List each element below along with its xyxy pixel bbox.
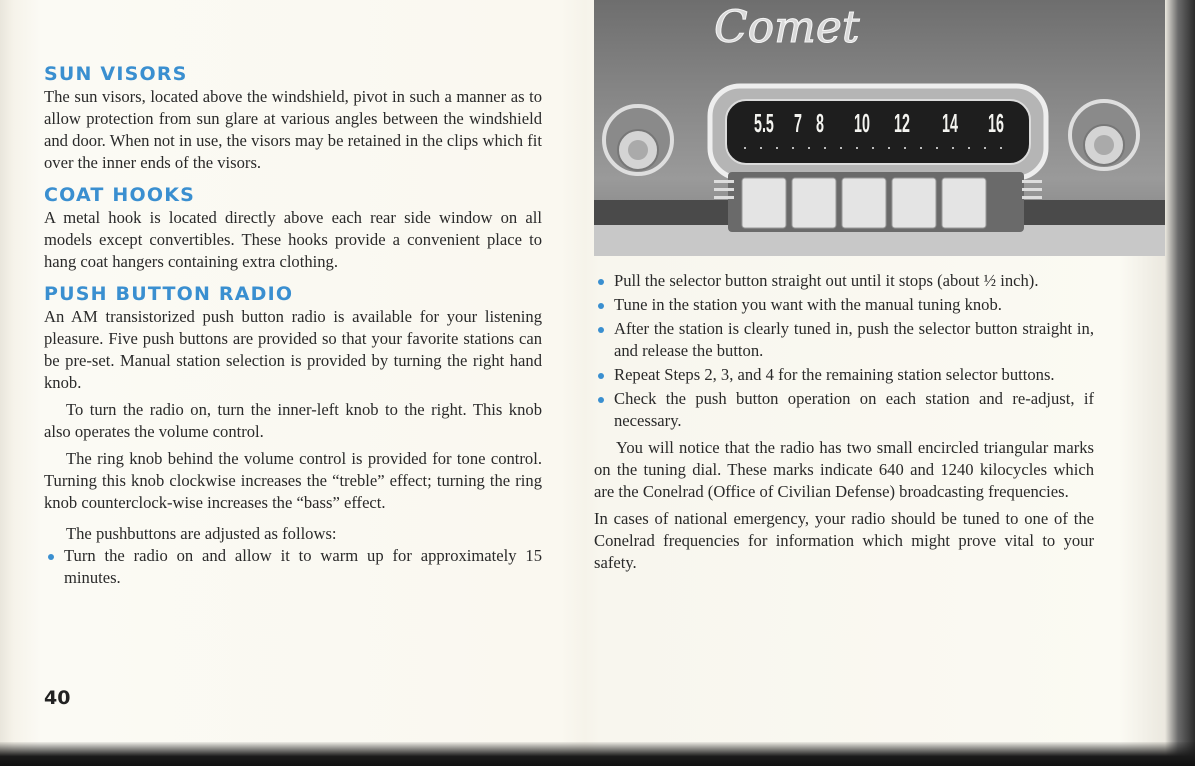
dial-number: 7 — [794, 108, 802, 138]
radio-heading: PUSH BUTTON RADIO — [44, 283, 294, 305]
step-text: After the station is clearly tuned in, push the selector button straight in, and release the button. — [614, 319, 1094, 360]
radio-adjust-paragraph: The pushbuttons are adjusted as follows: — [66, 524, 337, 543]
emergency-paragraph: In cases of national emergency, your radio should be tuned to one of the Conelrad frequencies for information which might prove vital to your safety. — [594, 509, 1094, 572]
list-item — [44, 545, 542, 589]
bullet-icon — [598, 373, 604, 379]
list-item — [594, 270, 1094, 292]
bullet-icon — [598, 303, 604, 309]
tuning-dial-numbers — [750, 108, 1020, 148]
preset-button — [942, 178, 986, 228]
radio-tone-paragraph: The ring knob behind the volume control is provided for tone control. Turning this knob clockwise increases the “treble” effect; turning the ring knob counterclock-wise increases the “bass” effect. — [44, 449, 542, 512]
preset-button — [792, 178, 836, 228]
dial-number: 16 — [988, 108, 1004, 138]
comet-logo: Comet — [714, 2, 860, 53]
page-number: 40 — [44, 687, 71, 709]
adjust-steps-right — [594, 270, 1094, 432]
list-item — [594, 318, 1094, 362]
dial-number: 12 — [894, 108, 910, 138]
coat-hooks-body: A metal hook is located directly above each rear side window on all models except convertibles. These hooks provide a convenient place to hang coat hangers containing extra clothing. — [44, 208, 542, 271]
list-item — [594, 388, 1094, 432]
bullet-icon — [48, 554, 54, 560]
radio-intro: An AM transistorized push button radio is available for your listening pleasure. Five push buttons are provided so that your favorite stations can be pre-set. Manual station selection is provided by turning the right hand knob. — [44, 307, 542, 392]
preset-button — [742, 178, 786, 228]
radio-power-paragraph: To turn the radio on, turn the inner-left knob to the right. This knob also operates the volume control. — [44, 400, 542, 441]
preset-button — [892, 178, 936, 228]
preset-button — [842, 178, 886, 228]
step-text: Tune in the station you want with the manual tuning knob. — [614, 295, 1002, 314]
conelrad-paragraph: You will notice that the radio has two small encircled triangular marks on the tuning dial. These marks indicate 640 and 1240 kilocycles which are the Conelrad (Office of Civilian Defense) broadcasting frequencies. — [594, 438, 1094, 501]
step-text: Pull the selector button straight out until it stops (about ½ inch). — [614, 271, 1039, 290]
step-text: Repeat Steps 2, 3, and 4 for the remaining station selector buttons. — [614, 365, 1055, 384]
dial-number: 14 — [942, 108, 958, 138]
left-column — [44, 62, 542, 591]
sun-visors-body: The sun visors, located above the windshield, pivot in such a manner as to allow protection from sun glare at various angles between the windshield and door. When not in use, the visors may be retained in the clips which fit over the inner ends of the visors. — [44, 87, 542, 172]
list-item — [594, 294, 1094, 316]
bullet-icon — [598, 397, 604, 403]
adjust-steps-left — [44, 545, 542, 589]
right-column — [594, 270, 1094, 574]
binding-shadow — [0, 742, 1195, 766]
list-item — [594, 364, 1094, 386]
step-text: Turn the radio on and allow it to warm up for approximately 15 minutes. — [64, 546, 542, 587]
bullet-icon — [598, 279, 604, 285]
bullet-icon — [598, 327, 604, 333]
coat-hooks-heading: COAT HOOKS — [44, 184, 196, 206]
dial-number: 5.5 — [754, 108, 774, 138]
step-text: Check the push button operation on each station and re-adjust, if necessary. — [614, 389, 1094, 430]
dial-number: 10 — [854, 108, 870, 138]
dial-number: 8 — [816, 108, 824, 138]
sun-visors-heading: SUN VISORS — [44, 63, 188, 85]
